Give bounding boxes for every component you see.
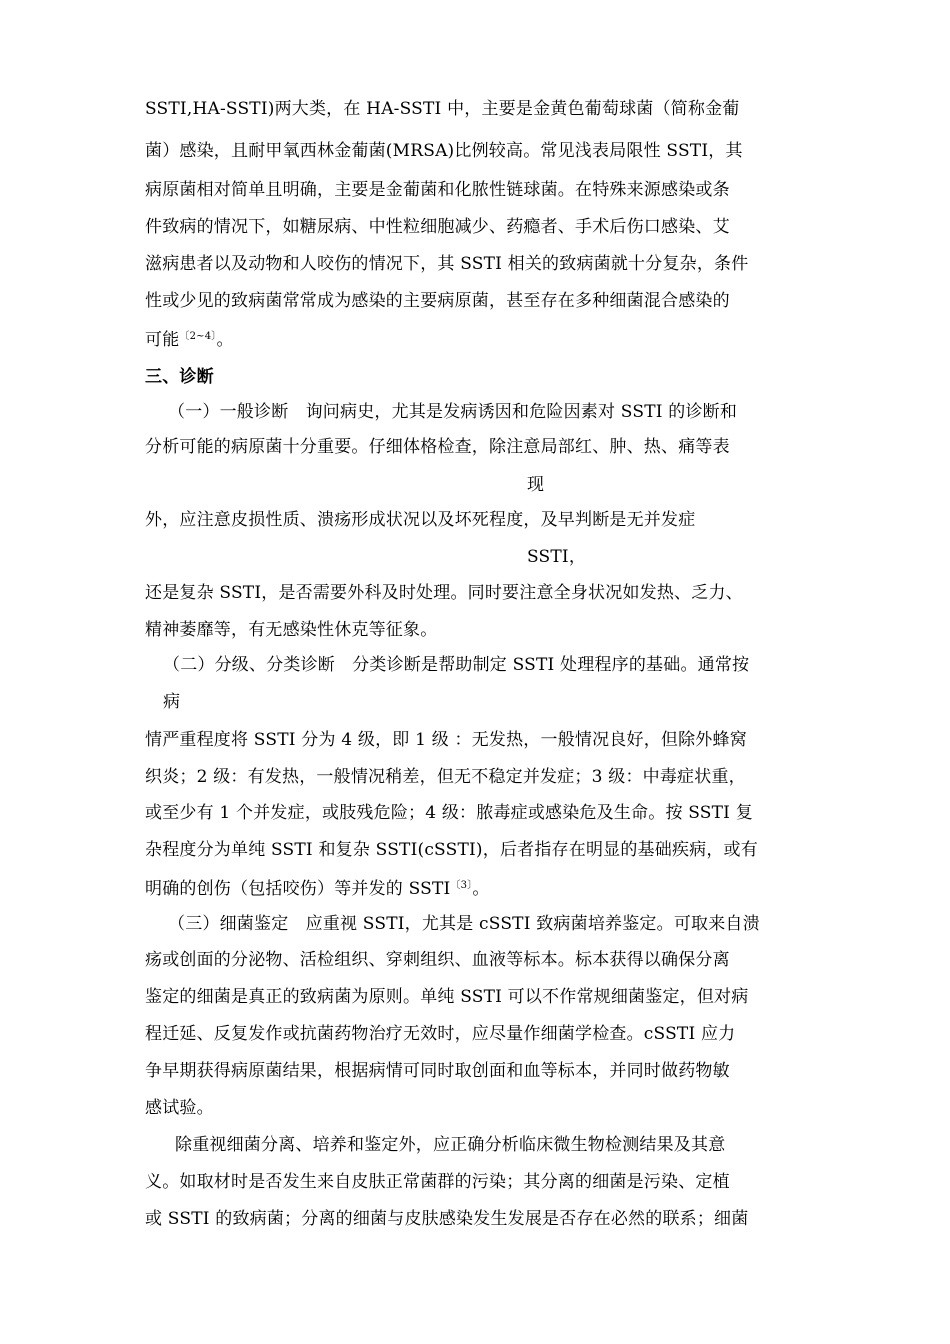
body-text-line: SSTI， <box>527 547 587 567</box>
body-text-line: 菌）感染，且耐甲氧西林金葡菌(MRSA)比例较高。常见浅表局限性 SSTI，其 <box>145 141 743 161</box>
body-text-line: 病原菌相对简单且明确，主要是金葡菌和化脓性链球菌。在特殊来源感染或条 <box>145 180 730 200</box>
body-text-line: 滋病患者以及动物和人咬伤的情况下，其 SSTI 相关的致病菌就十分复杂，条件 <box>145 254 749 274</box>
body-text-line: 件致病的情况下，如糖尿病、中性粒细胞减少、药瘾者、手术后伤口感染、艾 <box>145 217 730 237</box>
body-text-line: （一）一般诊断 询问病史，尤其是发病诱因和危险因素对 SSTI 的诊断和 <box>168 402 738 422</box>
body-text-line: 或 SSTI 的致病菌；分离的细菌与皮肤感染发生发展是否存在必然的联系；细菌 <box>145 1209 749 1229</box>
body-text-line: 鉴定的细菌是真正的致病菌为原则。单纯 SSTI 可以不作常规细菌鉴定，但对病 <box>145 987 749 1007</box>
citation-ref: 〔2~4〕 <box>179 331 217 342</box>
body-text: 可能 <box>145 330 180 350</box>
body-text-line: 分析可能的病原菌十分重要。仔细体格检查，除注意局部红、肿、热、痛等表 <box>145 437 730 457</box>
body-text-line: 情严重程度将 SSTI 分为 4 级，即 1 级 ：无发热，一般情况良好，但除外蜂窝 <box>145 730 747 750</box>
period: 。 <box>472 879 490 899</box>
body-text-line: （三）细菌鉴定 应重视 SSTI，尤其是 cSSTI 致病菌培养鉴定。可取来自溃 <box>168 914 760 934</box>
period: 。 <box>216 330 234 350</box>
body-text-line: 杂程度分为单纯 SSTI 和复杂 SSTI(cSSTI)，后者指存在明显的基础疾病，或有 <box>145 840 758 860</box>
body-text-line: 还是复杂 SSTI，是否需要外科及时处理。同时要注意全身状况如发热、乏力、 <box>145 583 743 603</box>
body-text-line: 义。如取材时是否发生来自皮肤正常菌群的污染；其分离的细菌是污染、定植 <box>145 1172 730 1192</box>
body-text-line: 外，应注意皮损性质、溃疡形成状况以及坏死程度，及早判断是无并发症 <box>145 510 696 530</box>
body-text-line: 争早期获得病原菌结果，根据病情可同时取创面和血等标本，并同时做药物敏 <box>145 1061 730 1081</box>
body-text-line: 或至少有 1 个并发症，或肢残危险；4 级：脓毒症或感染危及生命。按 SSTI 复 <box>145 803 753 823</box>
section-heading: 三、诊断 <box>145 367 214 387</box>
body-text-line-with-citation <box>145 326 234 351</box>
body-text-line: 病 <box>163 692 181 712</box>
body-text-line: 精神萎靡等，有无感染性休克等征象。 <box>145 620 438 640</box>
body-text-line: 性或少见的致病菌常常成为感染的主要病原菌，甚至存在多种细菌混合感染的 <box>145 291 730 311</box>
body-text-line: 现 <box>527 475 545 495</box>
body-text-line: 感试验。 <box>145 1098 214 1118</box>
body-text-line: SSTI,HA-SSTI)两大类，在 HA-SSTI 中，主要是金黄色葡萄球菌（简称金葡 <box>145 99 740 119</box>
body-text-line: 程迁延、反复发作或抗菌药物治疗无效时，应尽量作细菌学检查。cSSTI 应力 <box>145 1024 736 1044</box>
body-text-line: （二）分级、分类诊断 分类诊断是帮助制定 SSTI 处理程序的基础。通常按 <box>163 655 750 675</box>
body-text-line: 疡或创面的分泌物、活检组织、穿刺组织、血液等标本。标本获得以确保分离 <box>145 950 730 970</box>
citation-ref: 〔3〕 <box>450 880 473 891</box>
body-text-line: 除重视细菌分离、培养和鉴定外，应正确分析临床微生物检测结果及其意 <box>175 1135 726 1155</box>
body-text-line: 织炎；2 级：有发热，一般情况稍差，但无不稳定并发症；3 级：中毒症状重， <box>145 767 746 787</box>
body-text-line-with-citation <box>145 875 490 900</box>
body-text: 明确的创伤（包括咬伤）等并发的 SSTI <box>145 879 451 899</box>
